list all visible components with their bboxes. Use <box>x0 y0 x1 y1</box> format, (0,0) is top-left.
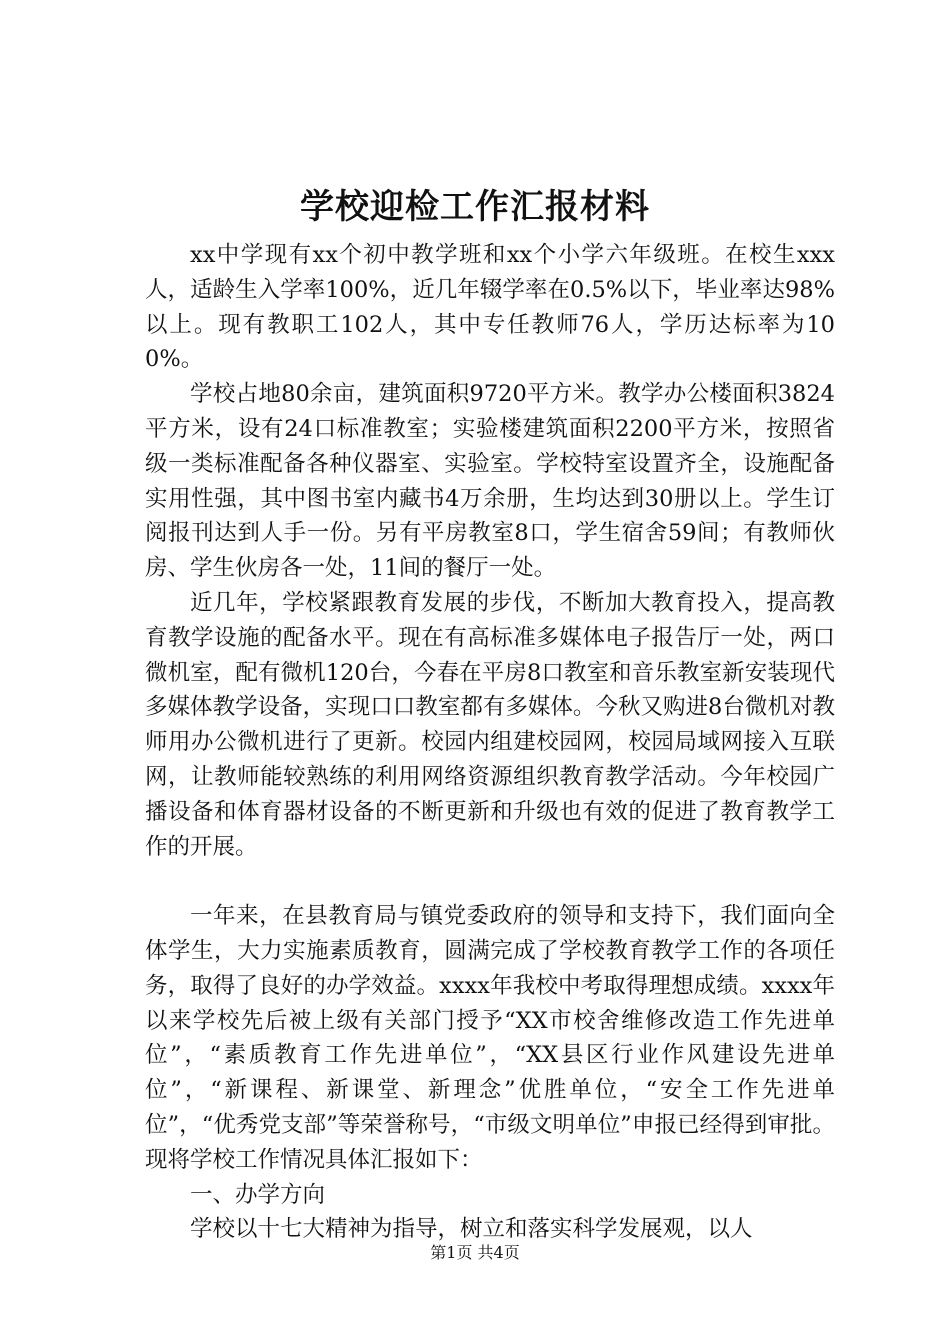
paragraph-equipment-investment: 近几年，学校紧跟教育发展的步伐，不断加大教育投入，提高教育教学设施的配备水平。现在有高标准多媒体电子报告厅一处，两口微机室，配有微机120台，今春在平房8口教室和音乐教室新安装现代多媒体教学设备，实现口口教室都有多媒体。今秋又购进8台微机对教师用办公微机进行了更新。校园内组建校园网，校园局域网接入互联网，让教师能较熟练的利用网络资源组织教育教学活动。今年校园广播设备和体育器材设备的不断更新和升级也有效的促进了教育教学工作的开展。 <box>145 589 835 860</box>
paragraph-school-overview: xx中学现有xx个初中教学班和xx个小学六年级班。在校生xxx人，适龄生入学率100%，近几年辍学率在0.5%以下，毕业率达98%以上。现有教职工102人，其中专任教师76人，学历达标率为100%。 <box>145 242 835 373</box>
paragraph-guiding-principle: 学校以十七大精神为指导，树立和落实科学发展观，以人 <box>190 1216 753 1243</box>
document-body <box>145 238 835 1247</box>
paragraph-campus-facilities: 学校占地80余亩，建筑面积9720平方米。教学办公楼面积3824平方米，设有24口标准教室；实验楼建筑面积2200平方米，按照省级一类标准配备各种仪器室、实验室。学校特室设置齐全，设施配备实用性强，其中图书室内藏书4万余册，生均达到30册以上。学生订阅报刊达到人手一份。另有平房教室8口，学生宿舍59间；有教师伙房、学生伙房各一处，11间的餐厅一处。 <box>145 381 835 582</box>
document-title: 学校迎检工作汇报材料 <box>300 187 650 227</box>
paragraph-achievements: 一年来，在县教育局与镇党委政府的领导和支持下，我们面向全体学生，大力实施素质教育，圆满完成了学校教育教学工作的各项任务，取得了良好的办学效益。xxxx年我校中考取得理想成绩。xxxx年以来学校先后被上级有关部门授予“XX市校舍维修改造工作先进单位”，“素质教育工作先进单位”，“XX县区行业作风建设先进单位”，“新课程、新课堂、新理念”优胜单位，“安全工作先进单位”，“优秀党支部”等荣誉称号，“市级文明单位”申报已经得到审批。现将学校工作情况具体汇报如下： <box>145 903 835 1173</box>
section-heading: 一、办学方向 <box>190 1181 326 1208</box>
page-number-footer: 第1页 共4页 <box>430 1243 520 1262</box>
